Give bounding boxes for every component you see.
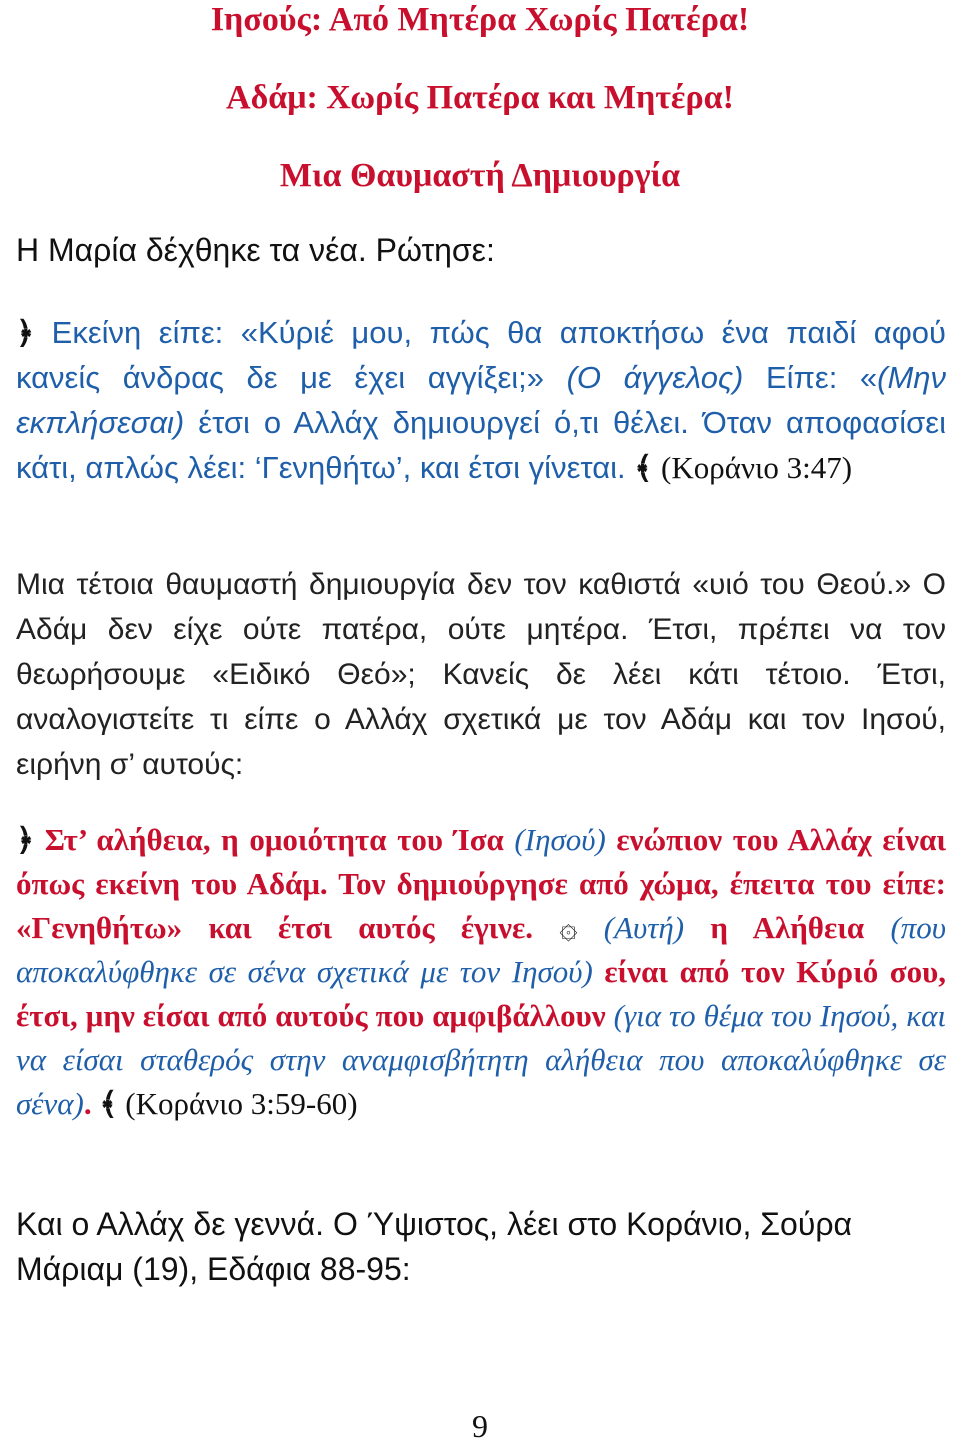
- quote-2-text-e: η Αλήθεια: [710, 910, 865, 945]
- heading-2: Αδάμ: Χωρίς Πατέρα και Μητέρα!: [226, 79, 734, 116]
- heading-1: Ιησούς: Από Μητέρα Χωρίς Πατέρα!: [210, 1, 750, 38]
- quote-2-text-c: ενώπιον του Αλλάχ είναι όπως εκείνη του Αδάμ. Τον δημιούργησε από χώμα, έπειτα του είπε: «Γενηθήτω» και έτσι αυτός έγινε.: [16, 822, 946, 945]
- paragraph-2: Μια τέτοια θαυμαστή δημιουργία δεν τον καθιστά «υιό του Θεού.» Ο Αδάμ δεν είχε ούτε πατέρα, ούτε μητέρα. Έτσι, πρέπει να τον θεωρήσουμε «Ειδικό Θεό»; Κανείς δε λέει κάτι τέτοιο. Έτσι, αναλογιστείτε τι είπε ο Αλλάχ σχετικά με τον Αδάμ και τον Ιησού, ειρήνη σ’ αυτούς:: [16, 568, 946, 781]
- paragraph-3: Και ο Αλλάχ δε γεννά. Ο Ύψιστος, λέει στο Κοράνιο, Σούρα Μάριαμ (19), Εδάφια 88-95:: [16, 1206, 853, 1287]
- quote-2-text-h: (για το θέμα του Ιησού, και να είσαι σταθερός στην αναμφισβήτητη αλήθεια που αποκαλύφθηκε σε σένα): [16, 998, 946, 1121]
- quote-2-text-d: (Αυτή): [603, 910, 685, 945]
- quote-2-text-a: Στ’ αλήθεια, η ομοιότητα του Ίσα: [44, 822, 504, 857]
- heading-3: Μια Θαυμαστή Δημιουργία: [279, 157, 681, 194]
- quote-2-text-f: (που αποκαλύφθηκε σε σένα σχετικά με τον Ιησού): [16, 910, 947, 989]
- ornate-open-bracket-icon: ﴿: [16, 315, 35, 350]
- quote-2-text-i: .: [83, 1086, 92, 1121]
- quote-2: [16, 818, 946, 1126]
- quote-1-text-d: (Μην εκπλήσεσαι): [16, 360, 946, 440]
- ornate-close-bracket-icon: ﴾: [99, 1086, 118, 1121]
- rub-el-hizb-star-icon: ۞: [559, 910, 578, 945]
- quote-2-reference: (Κοράνιο 3:59-60): [125, 1086, 358, 1121]
- quote-2-text-b: (Ιησού): [514, 822, 606, 857]
- page-number: 9: [472, 1408, 488, 1444]
- quote-1-text-e: έτσι ο Αλλάχ δημιουργεί ό,τι θέλει. Όταν αποφασίσει κάτι, απλώς λέει: ‘Γενηθήτω’, και έτσι γίνεται.: [16, 405, 946, 485]
- quote-1-reference: (Κοράνιο 3:47): [661, 450, 853, 485]
- quote-1-text-a: Εκείνη είπε: «Κύριέ μου, πώς θα αποκτήσω ένα παιδί αφού κανείς άνδρας δε με έχει αγγίξει;»: [16, 315, 946, 395]
- ornate-close-bracket-icon: ﴾: [634, 450, 653, 485]
- quote-1-text-b: (Ο άγγελος): [566, 360, 744, 395]
- ornate-open-bracket-icon: ﴿: [16, 822, 35, 857]
- intro-text: Η Μαρία δέχθηκε τα νέα. Ρώτησε:: [16, 232, 495, 268]
- quote-1-text-c: Είπε: «: [765, 360, 878, 395]
- quote-1: [16, 310, 946, 490]
- quote-2-text-g: είναι από τον Κύριό σου, έτσι, μην είσαι από αυτούς που αμφιβάλλουν: [16, 954, 946, 1033]
